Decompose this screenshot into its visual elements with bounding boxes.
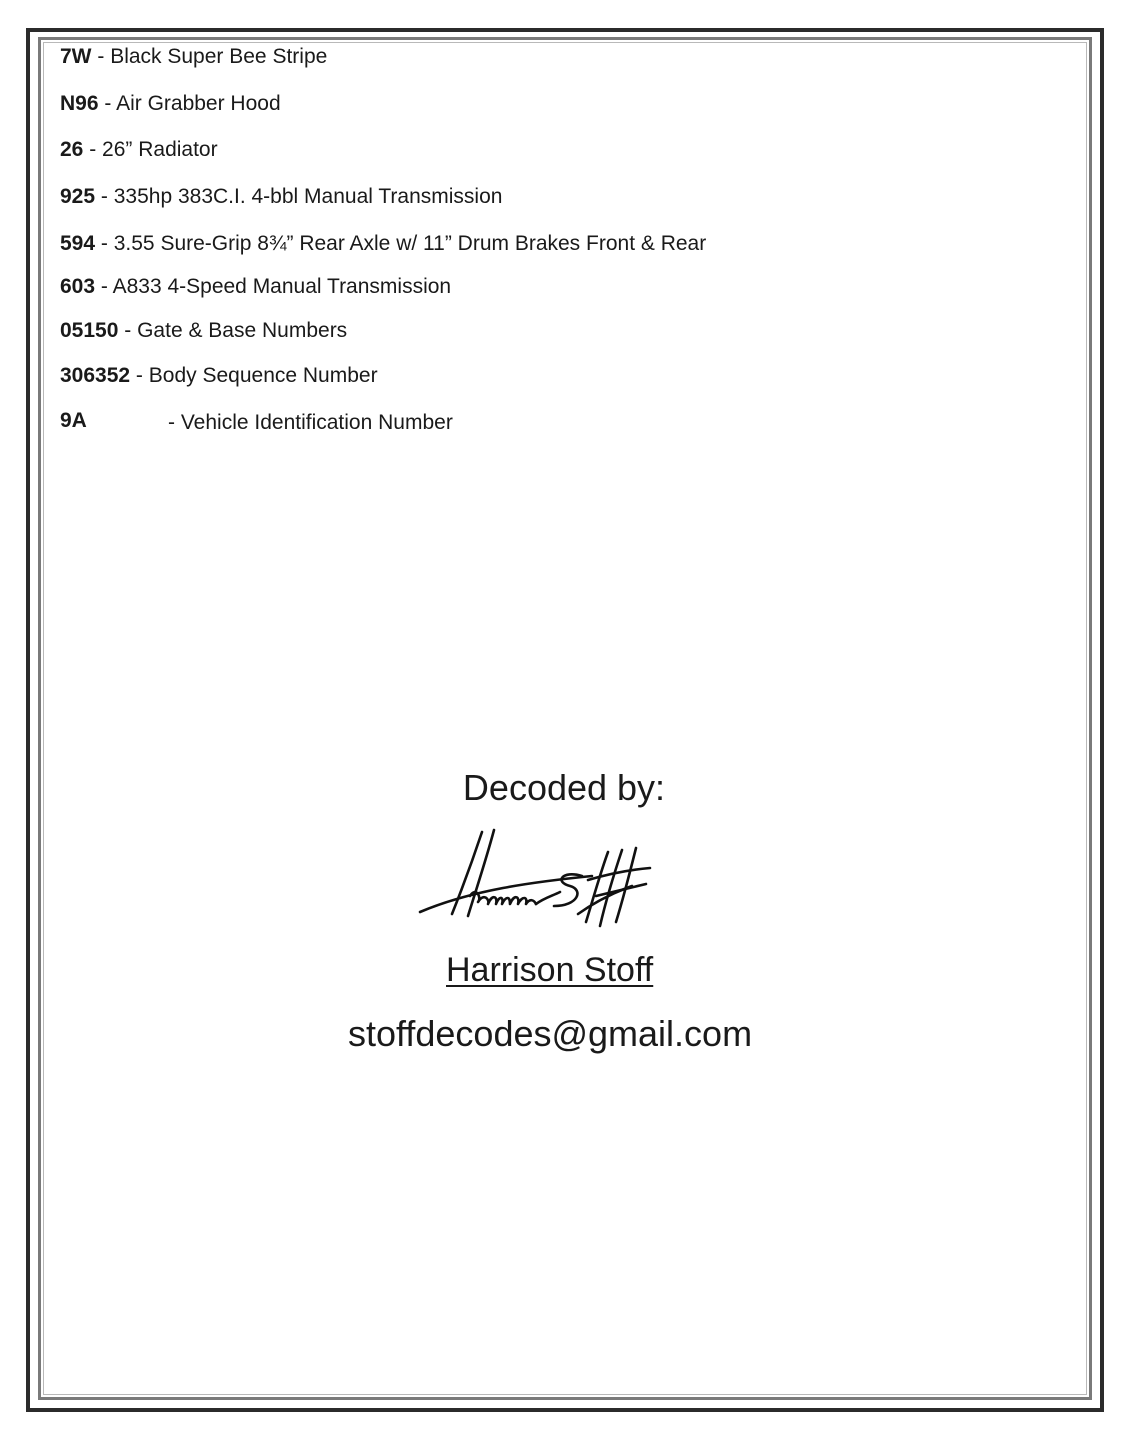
option-description: 335hp 383C.I. 4-bbl Manual Transmission bbox=[113, 185, 503, 208]
signer-name: Harrison Stoff bbox=[446, 951, 654, 989]
decoded-by-label bbox=[0, 766, 1128, 810]
option-code: 594 bbox=[60, 232, 96, 255]
option-description: Air Grabber Hood bbox=[116, 92, 281, 115]
option-description: A833 4-Speed Manual Transmission bbox=[112, 275, 452, 298]
code-separator: - bbox=[97, 45, 105, 68]
code-separator: - bbox=[100, 185, 108, 208]
option-description: 3.55 Sure-Grip 8¾” Rear Axle w/ 11” Drum Brakes Front & Rear bbox=[113, 232, 707, 255]
code-row bbox=[60, 231, 706, 257]
code-row bbox=[60, 91, 281, 117]
option-code: N96 bbox=[60, 92, 99, 115]
code-separator: - bbox=[100, 275, 108, 298]
option-description: Gate & Base Numbers bbox=[137, 319, 348, 342]
code-separator: - bbox=[89, 138, 97, 161]
code-row bbox=[60, 184, 502, 210]
decoded-by-text: Decoded by: bbox=[462, 767, 666, 808]
option-code: 26 bbox=[60, 138, 84, 161]
code-separator: - bbox=[124, 319, 132, 342]
vin-description: - Vehicle Identification Number bbox=[168, 411, 453, 434]
option-code: 603 bbox=[60, 275, 96, 298]
vin-code: 9A bbox=[60, 409, 87, 432]
signer-email: stoffdecodes@gmail.com bbox=[348, 1013, 753, 1054]
code-row bbox=[60, 137, 218, 163]
code-separator: - bbox=[135, 364, 143, 387]
option-code: 306352 bbox=[60, 364, 131, 387]
option-description: Black Super Bee Stripe bbox=[110, 45, 328, 68]
code-row bbox=[60, 318, 347, 344]
option-code: 7W bbox=[60, 45, 92, 68]
option-code: 925 bbox=[60, 185, 96, 208]
vin-row bbox=[60, 408, 87, 434]
code-row bbox=[60, 274, 451, 300]
option-code: 05150 bbox=[60, 319, 119, 342]
code-row bbox=[60, 363, 378, 389]
option-description: Body Sequence Number bbox=[148, 364, 378, 387]
code-separator: - bbox=[100, 232, 108, 255]
signature-image bbox=[412, 826, 660, 934]
code-row bbox=[60, 44, 327, 70]
option-description: 26” Radiator bbox=[102, 138, 218, 161]
code-separator: - bbox=[104, 92, 112, 115]
